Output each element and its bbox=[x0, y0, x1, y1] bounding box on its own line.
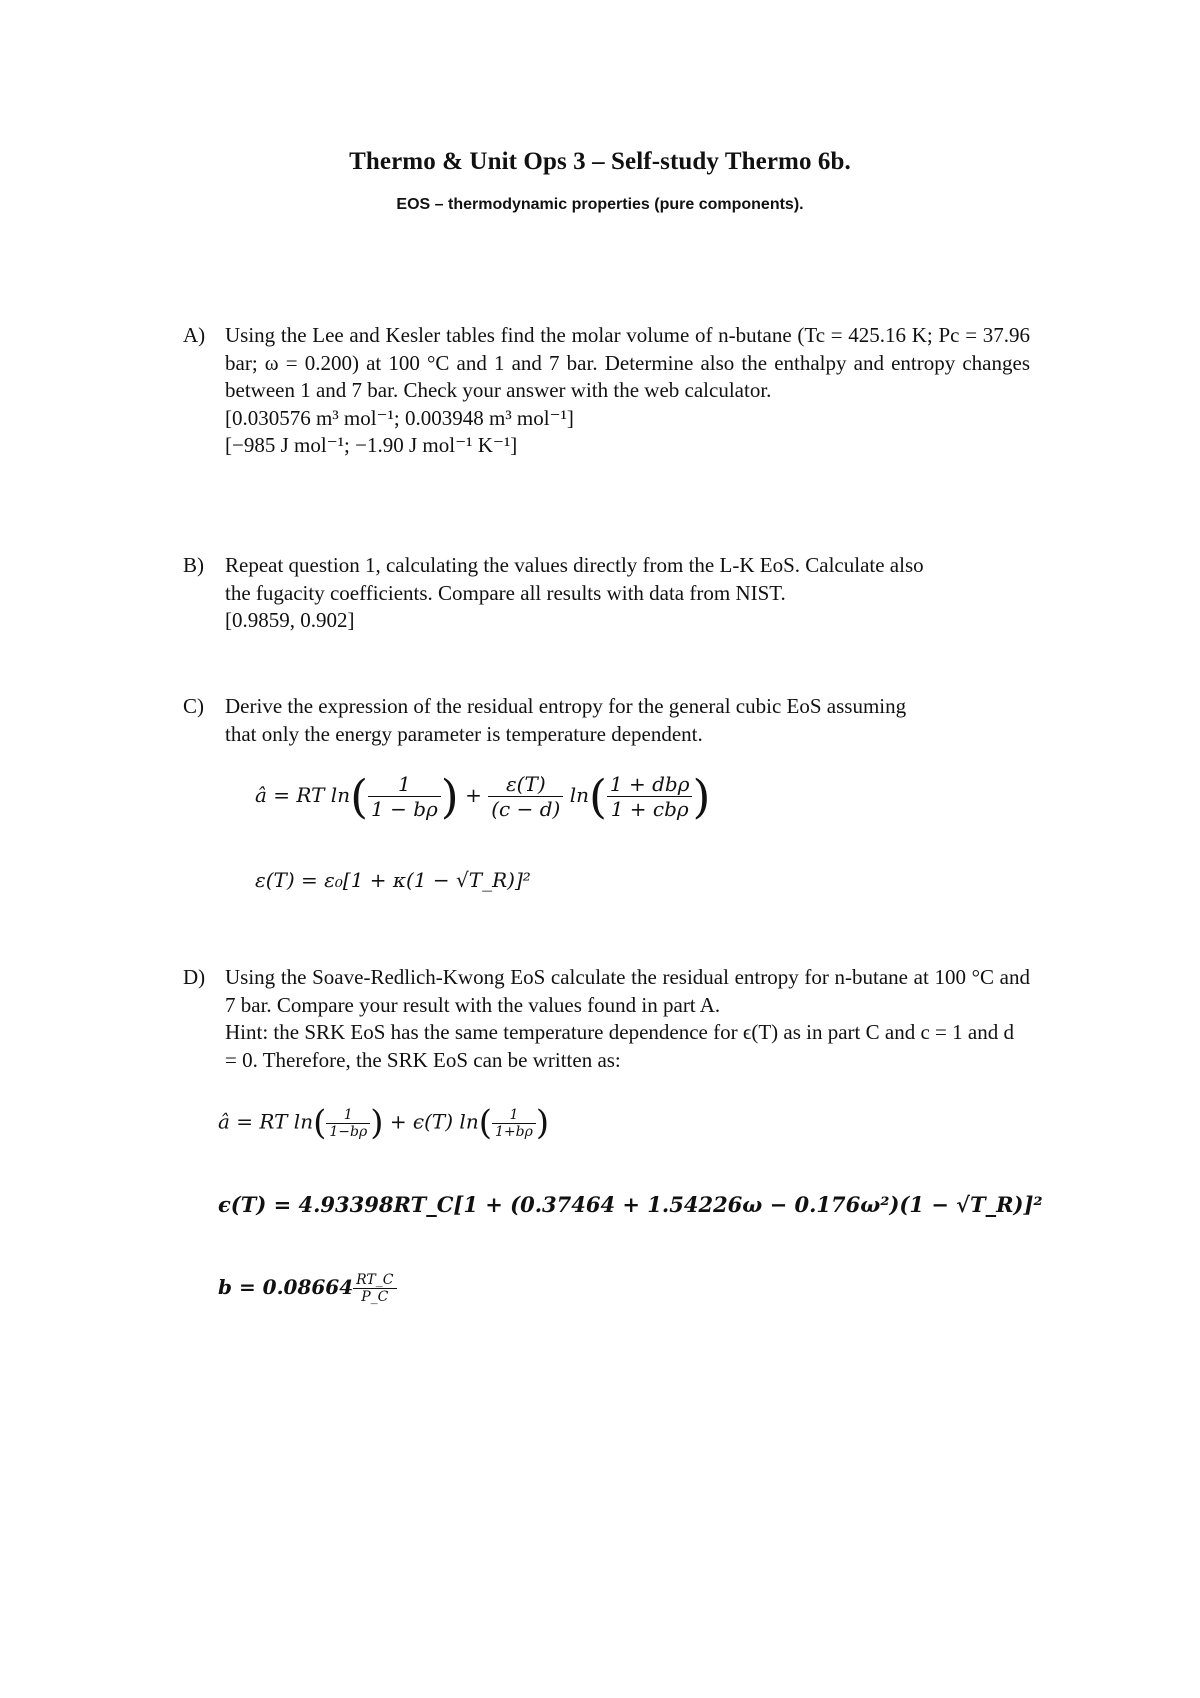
equation-c1-frac3-num: 1 + dbρ bbox=[607, 772, 693, 797]
equation-c1-frac1-num: 1 bbox=[368, 772, 441, 797]
question-b-line-2: the fugacity coefficients. Compare all results with data from NIST. bbox=[225, 580, 786, 605]
question-b-label: B) bbox=[183, 553, 204, 577]
question-c-line-1: Derive the expression of the residual entropy for the general cubic EoS assuming bbox=[225, 694, 907, 718]
page-subtitle: EOS – thermodynamic properties (pure components). bbox=[396, 196, 804, 213]
equation-c2: ε(T) = ε₀[1 + κ(1 − √T_R)]² bbox=[255, 868, 531, 892]
equation-d1: â = RT ln( $\frac{1}{1-b\rho}$ ) + ϵ(T) ln( $\frac{1}{1+b\rho}$ ) bbox=[218, 1103, 550, 1143]
question-a-text: Using the Lee and Kesler tables find the molar volume of n-butane (Tc = 425.16 K; Pc = 37.96 bar; ω = 0.200) at 100 °C and 1 and 7 bar. Determine also the enthalpy and entropy changes between 1 and 7 bar. Check your answer with the web calculator. bbox=[225, 323, 1030, 402]
equation-d3-num: RT_C bbox=[353, 1272, 396, 1289]
equation-d1-frac2-num: 1 bbox=[492, 1107, 536, 1124]
equation-c1-ln: ln bbox=[569, 783, 589, 807]
question-c bbox=[183, 693, 1030, 748]
equation-c1-frac3-den: 1 + cbρ bbox=[610, 797, 689, 821]
equation-c1-frac2-den: (c − d) bbox=[491, 797, 561, 821]
equation-c1-frac2-num: ε(T) bbox=[488, 772, 563, 797]
equation-c1-frac1-den: 1 − bρ bbox=[371, 797, 438, 821]
equation-d1-mid: + ϵ(T) ln bbox=[389, 1109, 479, 1134]
page-title: Thermo & Unit Ops 3 – Self-study Thermo 6b. bbox=[349, 148, 851, 175]
equation-d3 bbox=[218, 1272, 397, 1305]
equation-d3-den: P_C bbox=[361, 1289, 389, 1305]
question-a-answer-2: [−985 J mol⁻¹; −1.90 J mol⁻¹ K⁻¹] bbox=[225, 433, 518, 457]
question-a bbox=[183, 322, 1030, 460]
equation-d1-lhs: â = RT ln bbox=[218, 1109, 314, 1134]
equation-d1-frac2-den: 1+bρ bbox=[494, 1123, 533, 1140]
equation-d2: ϵ(T) = 4.93398RT_C[1 + (0.37464 + 1.54226ω − 0.176ω²)(1 − √T_R)]² bbox=[218, 1192, 1043, 1217]
question-b bbox=[183, 552, 1030, 635]
equation-c1: â = RT ln( $\frac{1}{1 - b\rho}$ ) + $\frac{\varepsilon(T)}{(c - d)}$ ln( $\frac{\text{1 + dbρ}}{\text{1 + cbρ}}$ ) bbox=[255, 769, 711, 824]
equation-c1-lhs: â = RT ln bbox=[255, 783, 351, 807]
question-c-label: C) bbox=[183, 694, 204, 718]
question-d-text: Using the Soave-Redlich-Kwong EoS calculate the residual entropy for n-butane at 100 °C and 7 bar. Compare your result with the values found in part A. bbox=[225, 965, 1030, 1017]
question-d-hint: Hint: the SRK EoS has the same temperature dependence for ϵ(T) as in part C and c = 1 and d = 0. Therefore, the SRK EoS can be written as: bbox=[225, 1020, 1014, 1072]
question-a-label: A) bbox=[183, 323, 206, 347]
equation-d1-frac1-den: 1−bρ bbox=[329, 1123, 368, 1140]
equation-d3-lhs: b = 0.08664 bbox=[218, 1275, 354, 1299]
question-b-answer: [0.9859, 0.902] bbox=[225, 608, 355, 632]
question-a-answer-1: [0.030576 m³ mol⁻¹; 0.003948 m³ mol⁻¹] bbox=[225, 405, 574, 430]
question-d-label: D) bbox=[183, 965, 206, 989]
question-b-line-1: Repeat question 1, calculating the values directly from the L-K EoS. Calculate also bbox=[225, 553, 924, 577]
equation-d1-frac1-num: 1 bbox=[326, 1107, 370, 1124]
question-d bbox=[183, 964, 1030, 1074]
question-c-line-2: that only the energy parameter is temperature dependent. bbox=[225, 721, 703, 746]
